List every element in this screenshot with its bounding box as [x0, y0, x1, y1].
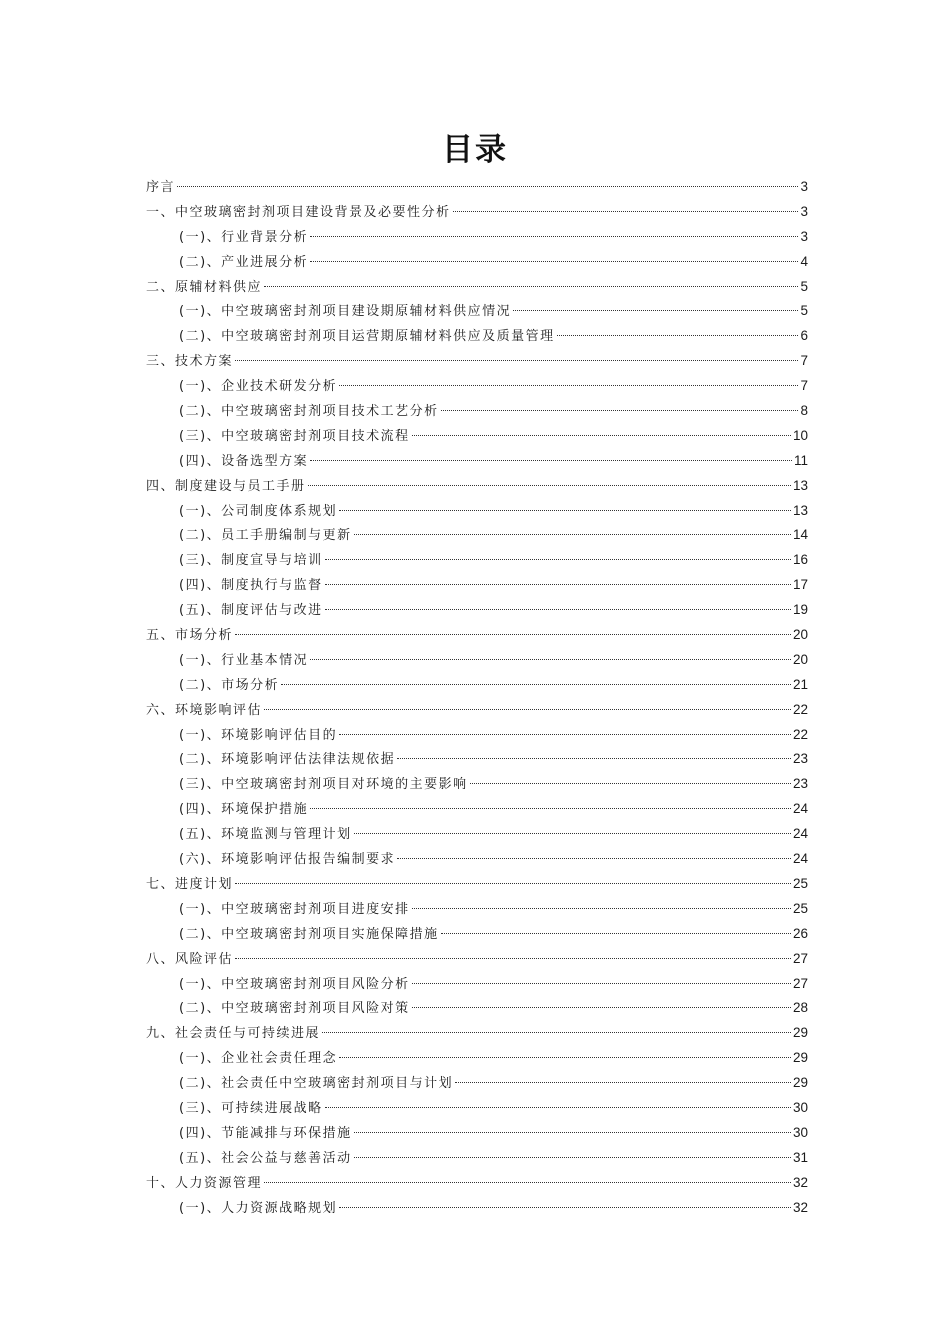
toc-dot-leader	[354, 1132, 791, 1133]
toc-dot-leader	[264, 1182, 791, 1183]
toc-entry[interactable]	[146, 922, 808, 947]
toc-page-number: 13	[792, 502, 808, 518]
toc-entry-title: 五、市场分析	[146, 628, 234, 644]
toc-entry[interactable]	[146, 275, 808, 300]
toc-dot-leader	[339, 510, 791, 511]
toc-entry-title: (二)、市场分析	[179, 677, 280, 693]
toc-entry[interactable]	[146, 523, 808, 548]
toc-dot-leader	[325, 559, 791, 560]
toc-dot-leader	[325, 584, 791, 585]
toc-entry-title: (二)、社会责任中空玻璃密封剂项目与计划	[179, 1076, 454, 1092]
toc-page-number: 7	[800, 378, 808, 394]
toc-page-number: 21	[792, 676, 808, 692]
toc-dot-leader	[455, 1082, 791, 1083]
toc-page-number: 20	[792, 627, 808, 643]
toc-entry-title: (四)、节能减排与环保措施	[179, 1125, 352, 1141]
toc-dot-leader	[235, 634, 791, 635]
toc-dot-leader	[235, 958, 791, 959]
toc-page-number: 3	[800, 228, 808, 244]
toc-page-number: 29	[792, 1025, 808, 1041]
toc-entry[interactable]	[146, 1096, 808, 1121]
toc-page-number: 27	[792, 950, 808, 966]
toc-page-number: 4	[800, 253, 808, 269]
toc-entry-title: 二、原辅材料供应	[146, 279, 263, 295]
toc-entry[interactable]	[146, 1071, 808, 1096]
toc-entry-title: (四)、设备选型方案	[179, 453, 309, 469]
toc-entry-title: (一)、企业社会责任理念	[179, 1051, 338, 1067]
toc-entry-title: (五)、制度评估与改进	[179, 603, 323, 619]
toc-entry-title: (五)、社会公益与慈善活动	[179, 1150, 352, 1166]
toc-title: 目录	[442, 132, 508, 168]
toc-entry-title: (四)、环境保护措施	[179, 802, 309, 818]
toc-dot-leader	[281, 684, 791, 685]
toc-page-number: 19	[792, 602, 808, 618]
toc-entry[interactable]	[146, 897, 808, 922]
toc-entry-title: (五)、环境监测与管理计划	[179, 827, 352, 843]
toc-page-number: 24	[792, 826, 808, 842]
toc-page-number: 29	[792, 1075, 808, 1091]
toc-dot-leader	[397, 758, 791, 759]
toc-page-number: 17	[792, 577, 808, 593]
toc-entry[interactable]	[146, 947, 808, 972]
toc-entry[interactable]	[146, 1196, 808, 1221]
toc-dot-leader	[310, 261, 798, 262]
toc-dot-leader	[470, 783, 791, 784]
toc-dot-leader	[339, 1057, 791, 1058]
toc-entry-title: 十、人力资源管理	[146, 1175, 263, 1191]
toc-entry[interactable]	[146, 872, 808, 897]
toc-entry-title: (一)、中空玻璃密封剂项目建设期原辅材料供应情况	[179, 304, 512, 320]
toc-entry[interactable]	[146, 598, 808, 623]
toc-dot-leader	[412, 1007, 791, 1008]
toc-page-number: 20	[792, 651, 808, 667]
toc-dot-leader	[339, 734, 791, 735]
toc-dot-leader	[453, 211, 799, 212]
toc-entry[interactable]	[146, 822, 808, 847]
toc-entry-title: (二)、中空玻璃密封剂项目技术工艺分析	[179, 404, 439, 420]
toc-entry[interactable]	[146, 474, 808, 499]
toc-entry[interactable]	[146, 972, 808, 997]
toc-entry-title: 三、技术方案	[146, 354, 234, 370]
toc-dot-leader	[310, 236, 798, 237]
toc-dot-leader	[264, 709, 791, 710]
toc-page-number: 14	[792, 527, 808, 543]
toc-entry-title: (一)、公司制度体系规划	[179, 503, 338, 519]
toc-entry[interactable]	[146, 449, 808, 474]
toc-page-number: 8	[800, 403, 808, 419]
toc-page-number: 3	[800, 179, 808, 194]
toc-entry-title: (二)、环境影响评估法律法规依据	[179, 752, 396, 768]
toc-entry-title: (三)、可持续进展战略	[179, 1100, 323, 1116]
toc-page-number: 25	[792, 900, 808, 916]
toc-entry[interactable]	[146, 200, 808, 225]
toc-page-number: 23	[792, 751, 808, 767]
toc-dot-leader	[557, 335, 799, 336]
toc-entry[interactable]	[146, 424, 808, 449]
toc-entry-title: (一)、中空玻璃密封剂项目风险分析	[179, 976, 410, 992]
toc-page-number: 30	[792, 1099, 808, 1115]
toc-page-number: 7	[800, 353, 808, 369]
toc-dot-leader	[177, 186, 798, 187]
toc-entry[interactable]	[146, 1021, 808, 1046]
toc-entry[interactable]	[146, 797, 808, 822]
toc-page-number: 25	[792, 875, 808, 891]
toc-entry[interactable]	[146, 747, 808, 772]
toc-entry[interactable]	[146, 225, 808, 250]
toc-page-number: 16	[792, 552, 808, 568]
toc-entry[interactable]	[146, 623, 808, 648]
toc-list	[146, 175, 808, 1220]
toc-entry-title: (三)、中空玻璃密封剂项目技术流程	[179, 428, 410, 444]
toc-entry-title: (三)、中空玻璃密封剂项目对环境的主要影响	[179, 777, 468, 793]
toc-entry-title: (一)、行业背景分析	[179, 229, 309, 245]
toc-entry[interactable]	[146, 399, 808, 424]
toc-entry[interactable]	[146, 698, 808, 723]
toc-entry[interactable]	[146, 1146, 808, 1171]
toc-entry[interactable]	[146, 374, 808, 399]
toc-page-number: 32	[792, 1174, 808, 1190]
toc-entry-title: 四、制度建设与员工手册	[146, 478, 306, 494]
toc-dot-leader	[264, 286, 798, 287]
toc-entry-title: 九、社会责任与可持续进展	[146, 1026, 321, 1042]
toc-entry-title: (三)、制度宣导与培训	[179, 553, 323, 569]
toc-entry-title: (一)、企业技术研发分析	[179, 379, 338, 395]
toc-entry-title: 八、风险评估	[146, 951, 234, 967]
toc-entry-title: (一)、行业基本情况	[179, 652, 309, 668]
toc-entry-title: 序言	[146, 180, 176, 195]
toc-entry-title: (二)、中空玻璃密封剂项目风险对策	[179, 1001, 410, 1017]
toc-page-number: 31	[792, 1149, 808, 1165]
toc-page-number: 24	[792, 851, 808, 867]
toc-page-number: 27	[792, 975, 808, 991]
toc-page-number: 11	[793, 452, 808, 468]
toc-page-number: 22	[792, 701, 808, 717]
toc-dot-leader	[235, 360, 798, 361]
toc-entry-title: (二)、员工手册编制与更新	[179, 528, 352, 544]
toc-dot-leader	[412, 983, 791, 984]
toc-entry[interactable]	[146, 1171, 808, 1196]
toc-entry[interactable]	[146, 349, 808, 374]
toc-entry-title: 七、进度计划	[146, 876, 234, 892]
toc-entry[interactable]	[146, 250, 808, 275]
toc-entry-title: (四)、制度执行与监督	[179, 578, 323, 594]
toc-dot-leader	[354, 534, 791, 535]
toc-page-number: 10	[792, 427, 808, 443]
toc-entry[interactable]	[146, 499, 808, 524]
toc-dot-leader	[310, 659, 791, 660]
toc-dot-leader	[441, 933, 791, 934]
toc-entry[interactable]	[146, 723, 808, 748]
toc-page-number: 28	[792, 1000, 808, 1016]
toc-page-number: 5	[800, 278, 808, 294]
toc-page-number: 3	[800, 203, 808, 219]
toc-entry[interactable]	[146, 324, 808, 349]
toc-dot-leader	[354, 833, 791, 834]
toc-page-number: 30	[792, 1124, 808, 1140]
toc-entry[interactable]	[146, 573, 808, 598]
toc-page-number: 26	[792, 925, 808, 941]
toc-dot-leader	[310, 808, 791, 809]
toc-entry[interactable]	[146, 299, 808, 324]
toc-entry-title: (一)、人力资源战略规划	[179, 1200, 338, 1216]
toc-dot-leader	[235, 883, 791, 884]
toc-entry[interactable]	[146, 648, 808, 673]
toc-entry[interactable]	[146, 673, 808, 698]
toc-entry[interactable]	[146, 1121, 808, 1146]
toc-dot-leader	[325, 1107, 791, 1108]
toc-dot-leader	[322, 1032, 791, 1033]
toc-entry-title: 一、中空玻璃密封剂项目建设背景及必要性分析	[146, 204, 451, 220]
toc-entry[interactable]	[146, 847, 808, 872]
toc-page-number: 6	[800, 328, 808, 344]
toc-entry-title: 六、环境影响评估	[146, 702, 263, 718]
toc-entry[interactable]	[146, 1046, 808, 1071]
toc-page-number: 13	[792, 477, 808, 493]
toc-page-number: 29	[792, 1050, 808, 1066]
toc-entry-title: (二)、中空玻璃密封剂项目运营期原辅材料供应及质量管理	[179, 329, 555, 345]
toc-entry[interactable]	[146, 772, 808, 797]
toc-dot-leader	[513, 310, 798, 311]
toc-page-number: 5	[800, 303, 808, 319]
toc-entry-title: (六)、环境影响评估报告编制要求	[179, 852, 396, 868]
toc-dot-leader	[354, 1157, 791, 1158]
toc-page-number: 22	[792, 726, 808, 742]
toc-entry[interactable]	[146, 175, 808, 200]
toc-entry-title: (一)、中空玻璃密封剂项目进度安排	[179, 901, 410, 917]
toc-dot-leader	[310, 460, 792, 461]
toc-dot-leader	[397, 858, 791, 859]
toc-entry-title: (二)、产业进展分析	[179, 254, 309, 270]
toc-dot-leader	[308, 485, 791, 486]
toc-dot-leader	[325, 609, 791, 610]
toc-dot-leader	[412, 908, 791, 909]
toc-entry-title: (二)、中空玻璃密封剂项目实施保障措施	[179, 926, 439, 942]
toc-page-number: 23	[792, 776, 808, 792]
toc-entry[interactable]	[146, 548, 808, 573]
toc-page-number: 24	[792, 801, 808, 817]
toc-dot-leader	[441, 410, 799, 411]
toc-dot-leader	[339, 385, 798, 386]
toc-dot-leader	[339, 1207, 791, 1208]
toc-entry-title: (一)、环境影响评估目的	[179, 727, 338, 743]
toc-entry[interactable]	[146, 996, 808, 1021]
toc-dot-leader	[412, 435, 791, 436]
toc-page-number: 32	[792, 1199, 808, 1215]
